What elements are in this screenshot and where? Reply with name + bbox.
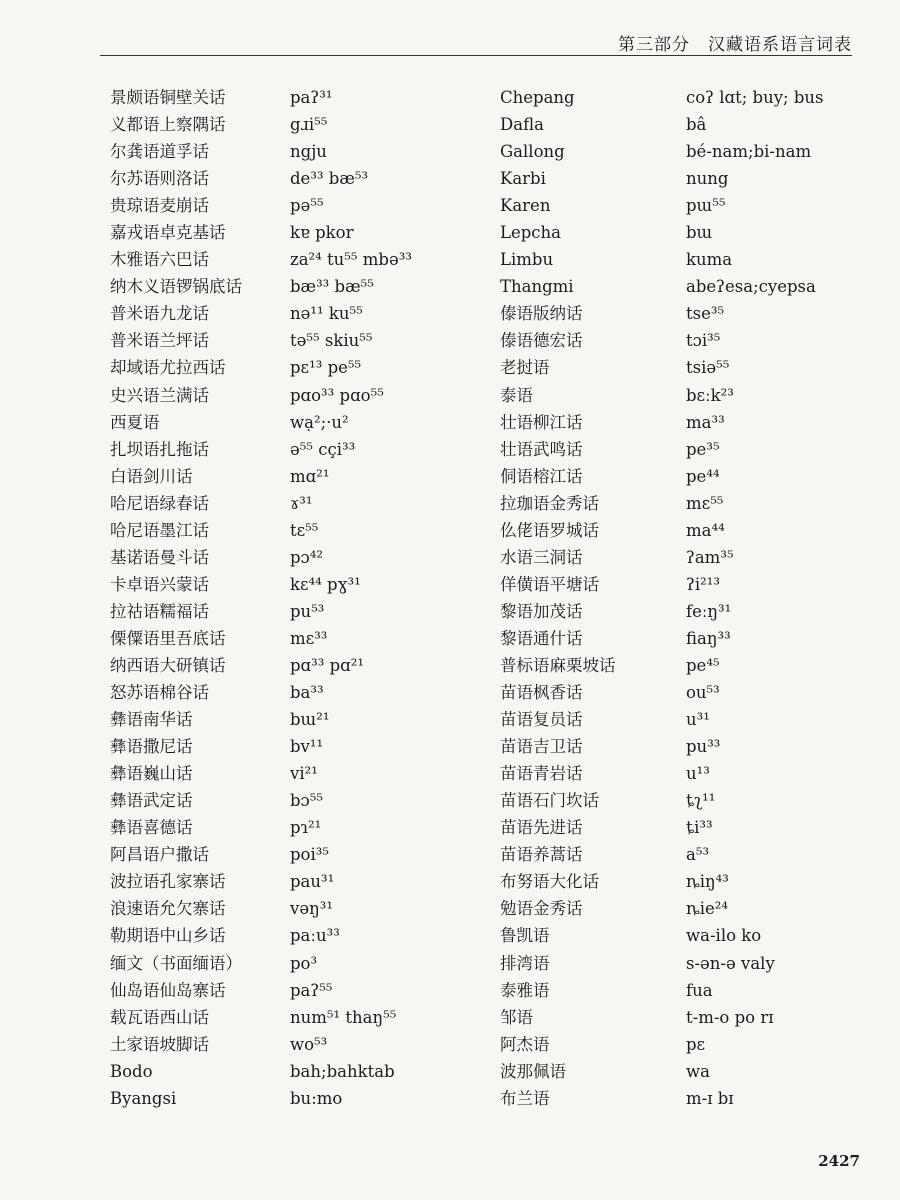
word-form: u³¹ <box>686 710 710 730</box>
word-form: ʔam³⁵ <box>686 547 734 567</box>
word-form: kɛ⁴⁴ pɣ³¹ <box>290 574 361 594</box>
word-form: pə⁵⁵ <box>290 196 324 216</box>
word-form: wạ²;·u² <box>290 412 349 432</box>
language-name: 苗语先进话 <box>500 818 583 838</box>
word-form: bæ³³ bæ⁵⁵ <box>290 277 374 297</box>
language-name: 扎坝语扎拖话 <box>110 439 209 459</box>
word-form: num⁵¹ thaŋ⁵⁵ <box>290 1007 397 1027</box>
word-form: bv¹¹ <box>290 737 324 757</box>
word-form: kɐ pkor <box>290 223 354 243</box>
language-name: 邹语 <box>500 1007 533 1027</box>
language-name: 苗语青岩话 <box>500 764 583 784</box>
word-form: ȵie²⁴ <box>686 899 728 919</box>
language-name: Byangsi <box>110 1088 177 1108</box>
language-name: 浪速语允欠寨话 <box>110 899 226 919</box>
language-name: Thangmi <box>500 277 574 297</box>
language-name: 卡卓语兴蒙话 <box>110 574 209 594</box>
word-form: ba³³ <box>290 683 324 703</box>
word-form: pɛ¹³ pe⁵⁵ <box>290 358 362 378</box>
language-name: 彝语喜德话 <box>110 818 193 838</box>
word-form: mɛ⁵⁵ <box>686 493 724 513</box>
language-name: 木雅语六巴话 <box>110 250 209 270</box>
language-name: 纳木义语锣锅底话 <box>110 277 242 297</box>
language-name: 彝语巍山话 <box>110 764 193 784</box>
left-forms-column <box>290 84 490 1112</box>
word-form: mɛ³³ <box>290 628 328 648</box>
word-form: ʔi²¹³ <box>686 574 720 594</box>
word-form: kuma <box>686 250 733 270</box>
word-form: paːu³³ <box>290 926 340 946</box>
word-form: ma³³ <box>686 412 725 432</box>
language-name: 仫佬语罗城话 <box>500 520 599 540</box>
word-form: de³³ bæ⁵³ <box>290 169 369 189</box>
word-form: tse³⁵ <box>686 304 725 324</box>
language-name: 波拉语孔家寨话 <box>110 872 226 892</box>
right-names-column <box>500 84 675 1112</box>
language-name: 景颇语铜壁关话 <box>110 88 226 107</box>
word-form: pu⁵³ <box>290 601 325 621</box>
language-name: Karen <box>500 196 551 216</box>
language-name: 怒苏语棉谷话 <box>110 683 209 703</box>
word-form: bɯ²¹ <box>290 710 330 730</box>
language-name: 彝语南华话 <box>110 710 193 730</box>
language-name: 贵琼语麦崩话 <box>110 196 209 216</box>
word-form: ȶʅ¹¹ <box>686 791 716 811</box>
word-form: pu³³ <box>686 737 721 757</box>
word-form: coʔ lɑt; buy; bus <box>686 88 824 107</box>
right-forms-column <box>686 84 876 1112</box>
language-name: 水语三洞话 <box>500 547 583 567</box>
word-form: vəŋ³¹ <box>290 899 333 919</box>
word-form: a⁵³ <box>686 845 710 865</box>
language-name: 苗语枫香话 <box>500 683 583 703</box>
language-name: 苗语石门坎话 <box>500 791 599 811</box>
language-name: Gallong <box>500 142 565 162</box>
language-name: 勉语金秀话 <box>500 899 583 919</box>
language-name: 布兰语 <box>500 1088 550 1108</box>
word-form: tɔi³⁵ <box>686 331 721 351</box>
word-form: za²⁴ tu⁵⁵ mbə³³ <box>290 250 412 270</box>
word-form: bâ <box>686 115 707 135</box>
language-name: 却域语尤拉西话 <box>110 358 226 378</box>
language-name: Karbi <box>500 169 546 189</box>
language-name: 嘉戎语卓克基话 <box>110 223 226 243</box>
language-name: 拉珈语金秀话 <box>500 493 599 513</box>
language-name: 哈尼语墨江话 <box>110 520 209 540</box>
language-name: 布努语大化话 <box>500 872 599 892</box>
language-name: 拉祜语糯福话 <box>110 601 209 621</box>
word-form: paʔ³¹ <box>290 88 333 107</box>
language-name: 傈僳语里吾底话 <box>110 628 226 648</box>
word-form: paʔ⁵⁵ <box>290 980 333 1000</box>
word-form: pe³⁵ <box>686 439 720 459</box>
language-name: 泰雅语 <box>500 980 550 1000</box>
word-form: fua <box>686 980 713 1000</box>
word-form: ə⁵⁵ cçi³³ <box>290 439 356 459</box>
word-form: t-m-o po rɪ <box>686 1007 774 1027</box>
language-name: Limbu <box>500 250 554 270</box>
left-names-column <box>110 84 285 1112</box>
language-name: 彝语撒尼话 <box>110 737 193 757</box>
language-name: 苗语复员话 <box>500 710 583 730</box>
word-form: wa-ilo ko <box>686 926 762 946</box>
word-form: bah;bahktab <box>290 1061 395 1081</box>
language-name: 排湾语 <box>500 953 550 973</box>
word-form: wo⁵³ <box>290 1034 328 1054</box>
running-head: 第三部分 汉藏语系语言词表 <box>618 35 852 55</box>
word-form: po³ <box>290 953 318 973</box>
word-form: ȵiŋ⁴³ <box>686 872 729 892</box>
language-name: 老挝语 <box>500 358 550 378</box>
language-name: 泰语 <box>500 385 533 405</box>
language-name: 傣语版纳话 <box>500 304 583 324</box>
word-form: s-ən-ə valy <box>686 953 775 973</box>
word-form: ma⁴⁴ <box>686 520 725 540</box>
language-name: 载瓦语西山话 <box>110 1007 209 1027</box>
language-name: 纳西语大研镇话 <box>110 655 226 675</box>
word-form: bɔ⁵⁵ <box>290 791 324 811</box>
language-name: 义都语上察隅话 <box>110 115 226 135</box>
language-name: 基诺语曼斗话 <box>110 547 209 567</box>
language-name: 勒期语中山乡话 <box>110 926 226 946</box>
word-form: tsiə⁵⁵ <box>686 358 730 378</box>
word-form: ɤ³¹ <box>290 493 313 513</box>
language-name: 彝语武定话 <box>110 791 193 811</box>
word-form: pe⁴⁵ <box>686 655 720 675</box>
word-form: u¹³ <box>686 764 710 784</box>
word-form: pɔ⁴² <box>290 547 324 567</box>
word-form: abeʔesa;cyepsa <box>686 277 816 297</box>
language-name: 阿杰语 <box>500 1034 550 1054</box>
language-name: 佯僙语平塘话 <box>500 574 599 594</box>
page-number: 2427 <box>818 1152 860 1170</box>
language-name: 尔苏语则洛话 <box>110 169 209 189</box>
word-form: nə¹¹ ku⁵⁵ <box>290 304 363 324</box>
language-name: Dafla <box>500 115 544 135</box>
word-form: pɿ²¹ <box>290 818 322 838</box>
language-name: 黎语通什话 <box>500 628 583 648</box>
language-name: 鲁凯语 <box>500 926 550 946</box>
word-form: bu:mo <box>290 1088 343 1108</box>
word-form: nung <box>686 169 729 189</box>
word-form: vi²¹ <box>290 764 318 784</box>
word-form: tə⁵⁵ skiu⁵⁵ <box>290 331 373 351</box>
word-form: pɯ⁵⁵ <box>686 196 726 216</box>
language-name: 尔龚语道孚话 <box>110 142 209 162</box>
language-name: 苗语吉卫话 <box>500 737 583 757</box>
language-name: 土家语坡脚话 <box>110 1034 209 1054</box>
word-form: poi³⁵ <box>290 845 330 865</box>
word-form: fiaŋ³³ <box>686 628 731 648</box>
word-form: ou⁵³ <box>686 683 720 703</box>
language-name: 史兴语兰满话 <box>110 385 209 405</box>
word-form: m-ɪ bɪ <box>686 1088 734 1108</box>
word-form: bɛːk²³ <box>686 385 734 405</box>
word-form: wa <box>686 1061 710 1081</box>
language-name: 西夏语 <box>110 412 160 432</box>
language-name: 波那佩语 <box>500 1061 566 1081</box>
word-form: pɑ³³ pɑ²¹ <box>290 655 364 675</box>
language-name: 哈尼语绿春话 <box>110 493 209 513</box>
language-name: 侗语榕江话 <box>500 466 583 486</box>
word-form: mɑ²¹ <box>290 466 330 486</box>
language-name: 白语剑川话 <box>110 466 193 486</box>
word-form: gɹi⁵⁵ <box>290 115 328 135</box>
language-name: 普米语兰坪话 <box>110 331 209 351</box>
word-form: pɛ <box>686 1034 706 1054</box>
word-form: ȶi³³ <box>686 818 713 838</box>
language-name: 普米语九龙话 <box>110 304 209 324</box>
word-form: ngju <box>290 142 327 162</box>
language-name: 壮语柳江话 <box>500 412 583 432</box>
word-form: pau³¹ <box>290 872 335 892</box>
language-name: Lepcha <box>500 223 561 243</box>
language-name: 阿昌语户撒话 <box>110 845 209 865</box>
language-name: Bodo <box>110 1061 153 1081</box>
language-name: 仙岛语仙岛寨话 <box>110 980 226 1000</box>
word-form: bɯ <box>686 223 713 243</box>
language-name: 壮语武鸣话 <box>500 439 583 459</box>
header-rule <box>100 55 852 56</box>
word-form: bé-nam;bi-nam <box>686 142 812 162</box>
language-name: 苗语养蒿话 <box>500 845 583 865</box>
word-form: feːŋ³¹ <box>686 601 732 621</box>
word-form: tɛ⁵⁵ <box>290 520 319 540</box>
word-form: pe⁴⁴ <box>686 466 720 486</box>
word-form: pɑo³³ pɑo⁵⁵ <box>290 385 384 405</box>
language-name: Chepang <box>500 88 575 107</box>
language-name: 黎语加茂话 <box>500 601 583 621</box>
language-name: 缅文（书面缅语） <box>110 953 242 973</box>
language-name: 普标语麻栗坡话 <box>500 655 616 675</box>
language-name: 傣语德宏话 <box>500 331 583 351</box>
